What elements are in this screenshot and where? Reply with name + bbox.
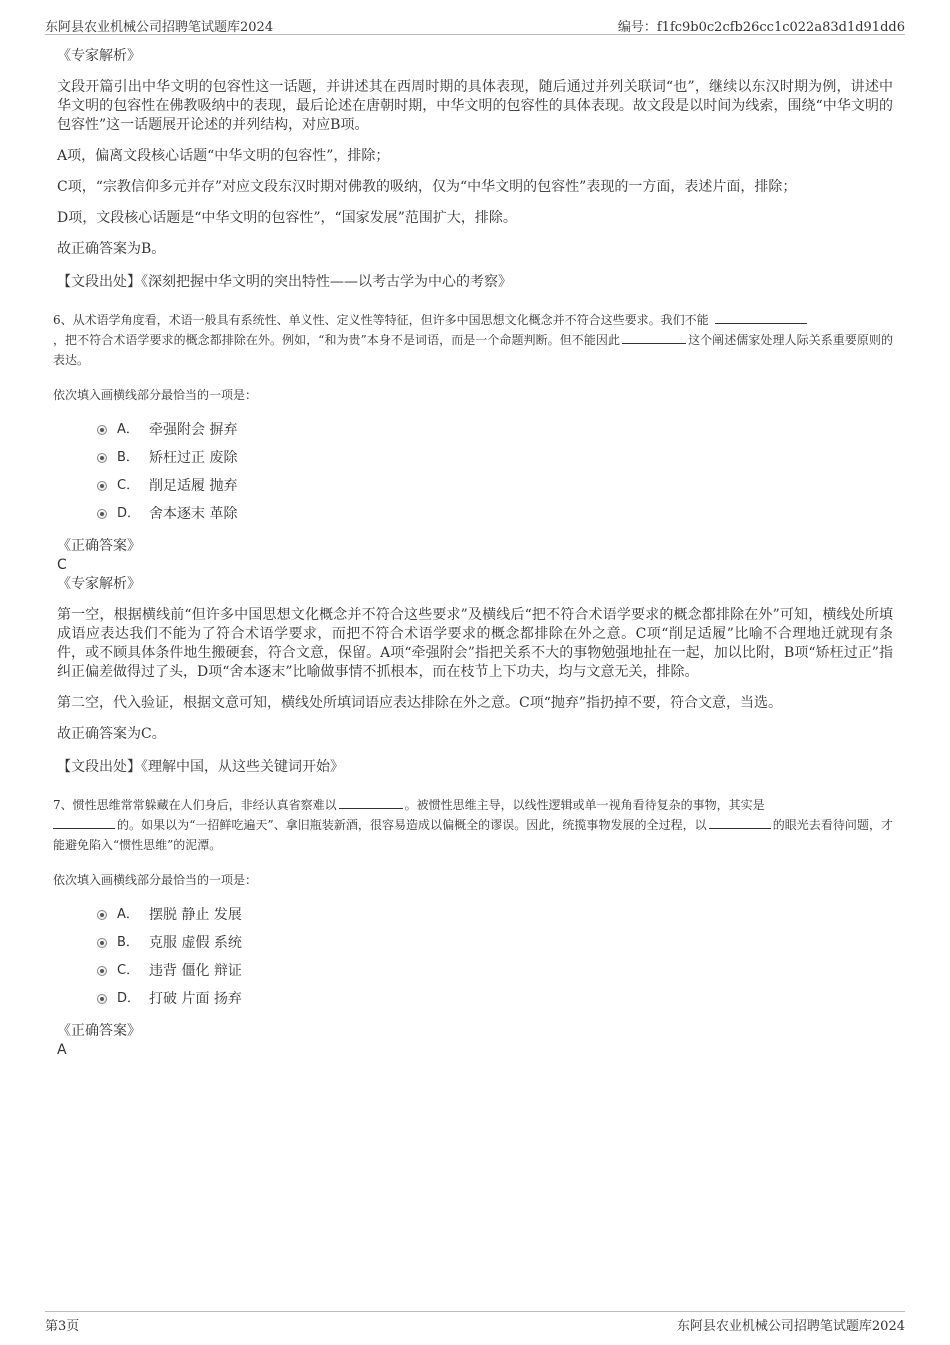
page-content: [53, 46, 893, 1059]
analysis-paragraph: C项，“宗教信仰多元并存”对应文段东汉时期对佛教的吸纳，仅为“中华文明的包容性”表现的一方面，表述片面，排除；: [57, 179, 797, 195]
analysis-conclusion: 故正确答案为C。: [57, 726, 166, 742]
radio-icon[interactable]: [97, 938, 107, 948]
question-6-options: [97, 416, 893, 528]
question-6-text: 6、从术语学角度看，术语一般具有系统性、单义性、定义性等特征，但许多中国思想文化概念并不符合这些要求。我们不能 ，把不符合术语学要求的概念都排除在外。例如，“和为贵”本身不是词语，而是一个命题判断。但不能因此 这个阐述儒家处理人际关系重要原则的表达。: [53, 313, 893, 367]
option-a[interactable]: A． 牵强附会 摒弃: [97, 416, 893, 444]
answer-value: A: [57, 1042, 67, 1058]
question-7-options: [97, 901, 893, 1013]
analysis-label: 《专家解析》: [57, 48, 141, 64]
radio-icon[interactable]: [97, 910, 107, 920]
page-number: 第3页: [45, 1319, 80, 1334]
footer-title: 东阿县农业机械公司招聘笔试题库2024: [676, 1319, 905, 1334]
question-6-prompt: 依次填入画横线部分最恰当的一项是：: [53, 388, 258, 402]
question-7-prompt: 依次填入画横线部分最恰当的一项是：: [53, 873, 258, 887]
radio-icon[interactable]: [97, 425, 107, 435]
radio-icon[interactable]: [97, 453, 107, 463]
analysis-conclusion: 故正确答案为B。: [57, 241, 166, 257]
blank-line: [53, 816, 115, 829]
header-doc-id: 编号：f1fc9b0c2cfb26cc1c022a83d1d91dd6: [617, 20, 905, 35]
option-b[interactable]: B． 克服 虚假 系统: [97, 929, 893, 957]
answer-label: 《正确答案》: [57, 538, 141, 554]
page-header: [45, 14, 905, 35]
radio-icon[interactable]: [97, 481, 107, 491]
radio-icon[interactable]: [97, 994, 107, 1004]
radio-icon[interactable]: [97, 966, 107, 976]
blank-line: [339, 796, 403, 809]
option-b[interactable]: B． 矫枉过正 废除: [97, 444, 893, 472]
source-citation: 【文段出处】《理解中国，从这些关键词开始》: [57, 759, 344, 775]
blank-line: [622, 331, 686, 344]
option-c[interactable]: C． 违背 僵化 辩证: [97, 957, 893, 985]
answer-label: 《正确答案》: [57, 1023, 141, 1039]
header-title: 东阿县农业机械公司招聘笔试题库2024: [45, 20, 274, 35]
option-c[interactable]: C． 削足适履 抛弃: [97, 472, 893, 500]
source-citation: 【文段出处】《深刻把握中华文明的突出特性——以考古学为中心的考察》: [57, 274, 512, 290]
option-d[interactable]: D． 打破 片面 扬弃: [97, 985, 893, 1013]
analysis-paragraph: 第二空，代入验证，根据文意可知，横线处所填词语应表达排除在外之意。C项“抛弃”指扔掉不要，符合文意，当选。: [57, 695, 783, 711]
answer-value: C: [57, 557, 67, 573]
blank-line: [709, 816, 771, 829]
question-7-text: 7、惯性思维常常躲藏在人们身后，非经认真省察难以 。被惯性思维主导，以线性逻辑或单一视角看待复杂的事物，其实是 的。如果以为“一招鲜吃遍天”、拿旧瓶装新酒，很容易造成以偏概全的谬误。因此，统揽事物发展的全过程，以 的眼光去看待问题，才能避免陷入“惯性思维”的泥潭。: [53, 798, 893, 852]
analysis-paragraph: D项，文段核心话题是“中华文明的包容性”，“国家发展”范围扩大，排除。: [57, 210, 517, 226]
analysis-paragraph: 文段开篇引出中华文明的包容性这一话题，并讲述其在西周时期的具体表现，随后通过并列关联词“也”，继续以东汉时期为例，讲述中华文明的包容性在佛教吸纳中的表现，最后论述在唐朝时期，中华文明的包容性的具体表现。故文段是以时间为线索，围绕“中华文明的包容性”这一话题展开论述的并列结构，对应B项。: [57, 79, 893, 133]
radio-icon[interactable]: [97, 509, 107, 519]
option-a[interactable]: A． 摆脱 静止 发展: [97, 901, 893, 929]
analysis-paragraph: A项，偏离文段核心话题“中华文明的包容性”，排除；: [57, 148, 390, 164]
analysis-paragraph: 第一空，根据横线前“但许多中国思想文化概念并不符合这些要求”及横线后“把不符合术语学要求的概念都排除在外”可知，横线处所填成语应表达我们不能为了符合术语学要求，而把不符合术语学要求的概念都排除在外之意。C项“削足适履”比喻不合理地迁就现有条件，或不顾具体条件地生搬硬套，符合文意，保留。A项“牵强附会”指把关系不大的事物勉强地扯在一起，加以比附，B项“矫枉过正”指纠正偏差做得过了头，D项“舍本逐末”比喻做事情不抓根本，而在枝节上下功夫，均与文意无关，排除。: [57, 607, 893, 680]
option-d[interactable]: D． 舍本逐末 革除: [97, 500, 893, 528]
analysis-label: 《专家解析》: [57, 576, 141, 592]
page-footer: [45, 1311, 905, 1334]
blank-line: [715, 311, 807, 324]
